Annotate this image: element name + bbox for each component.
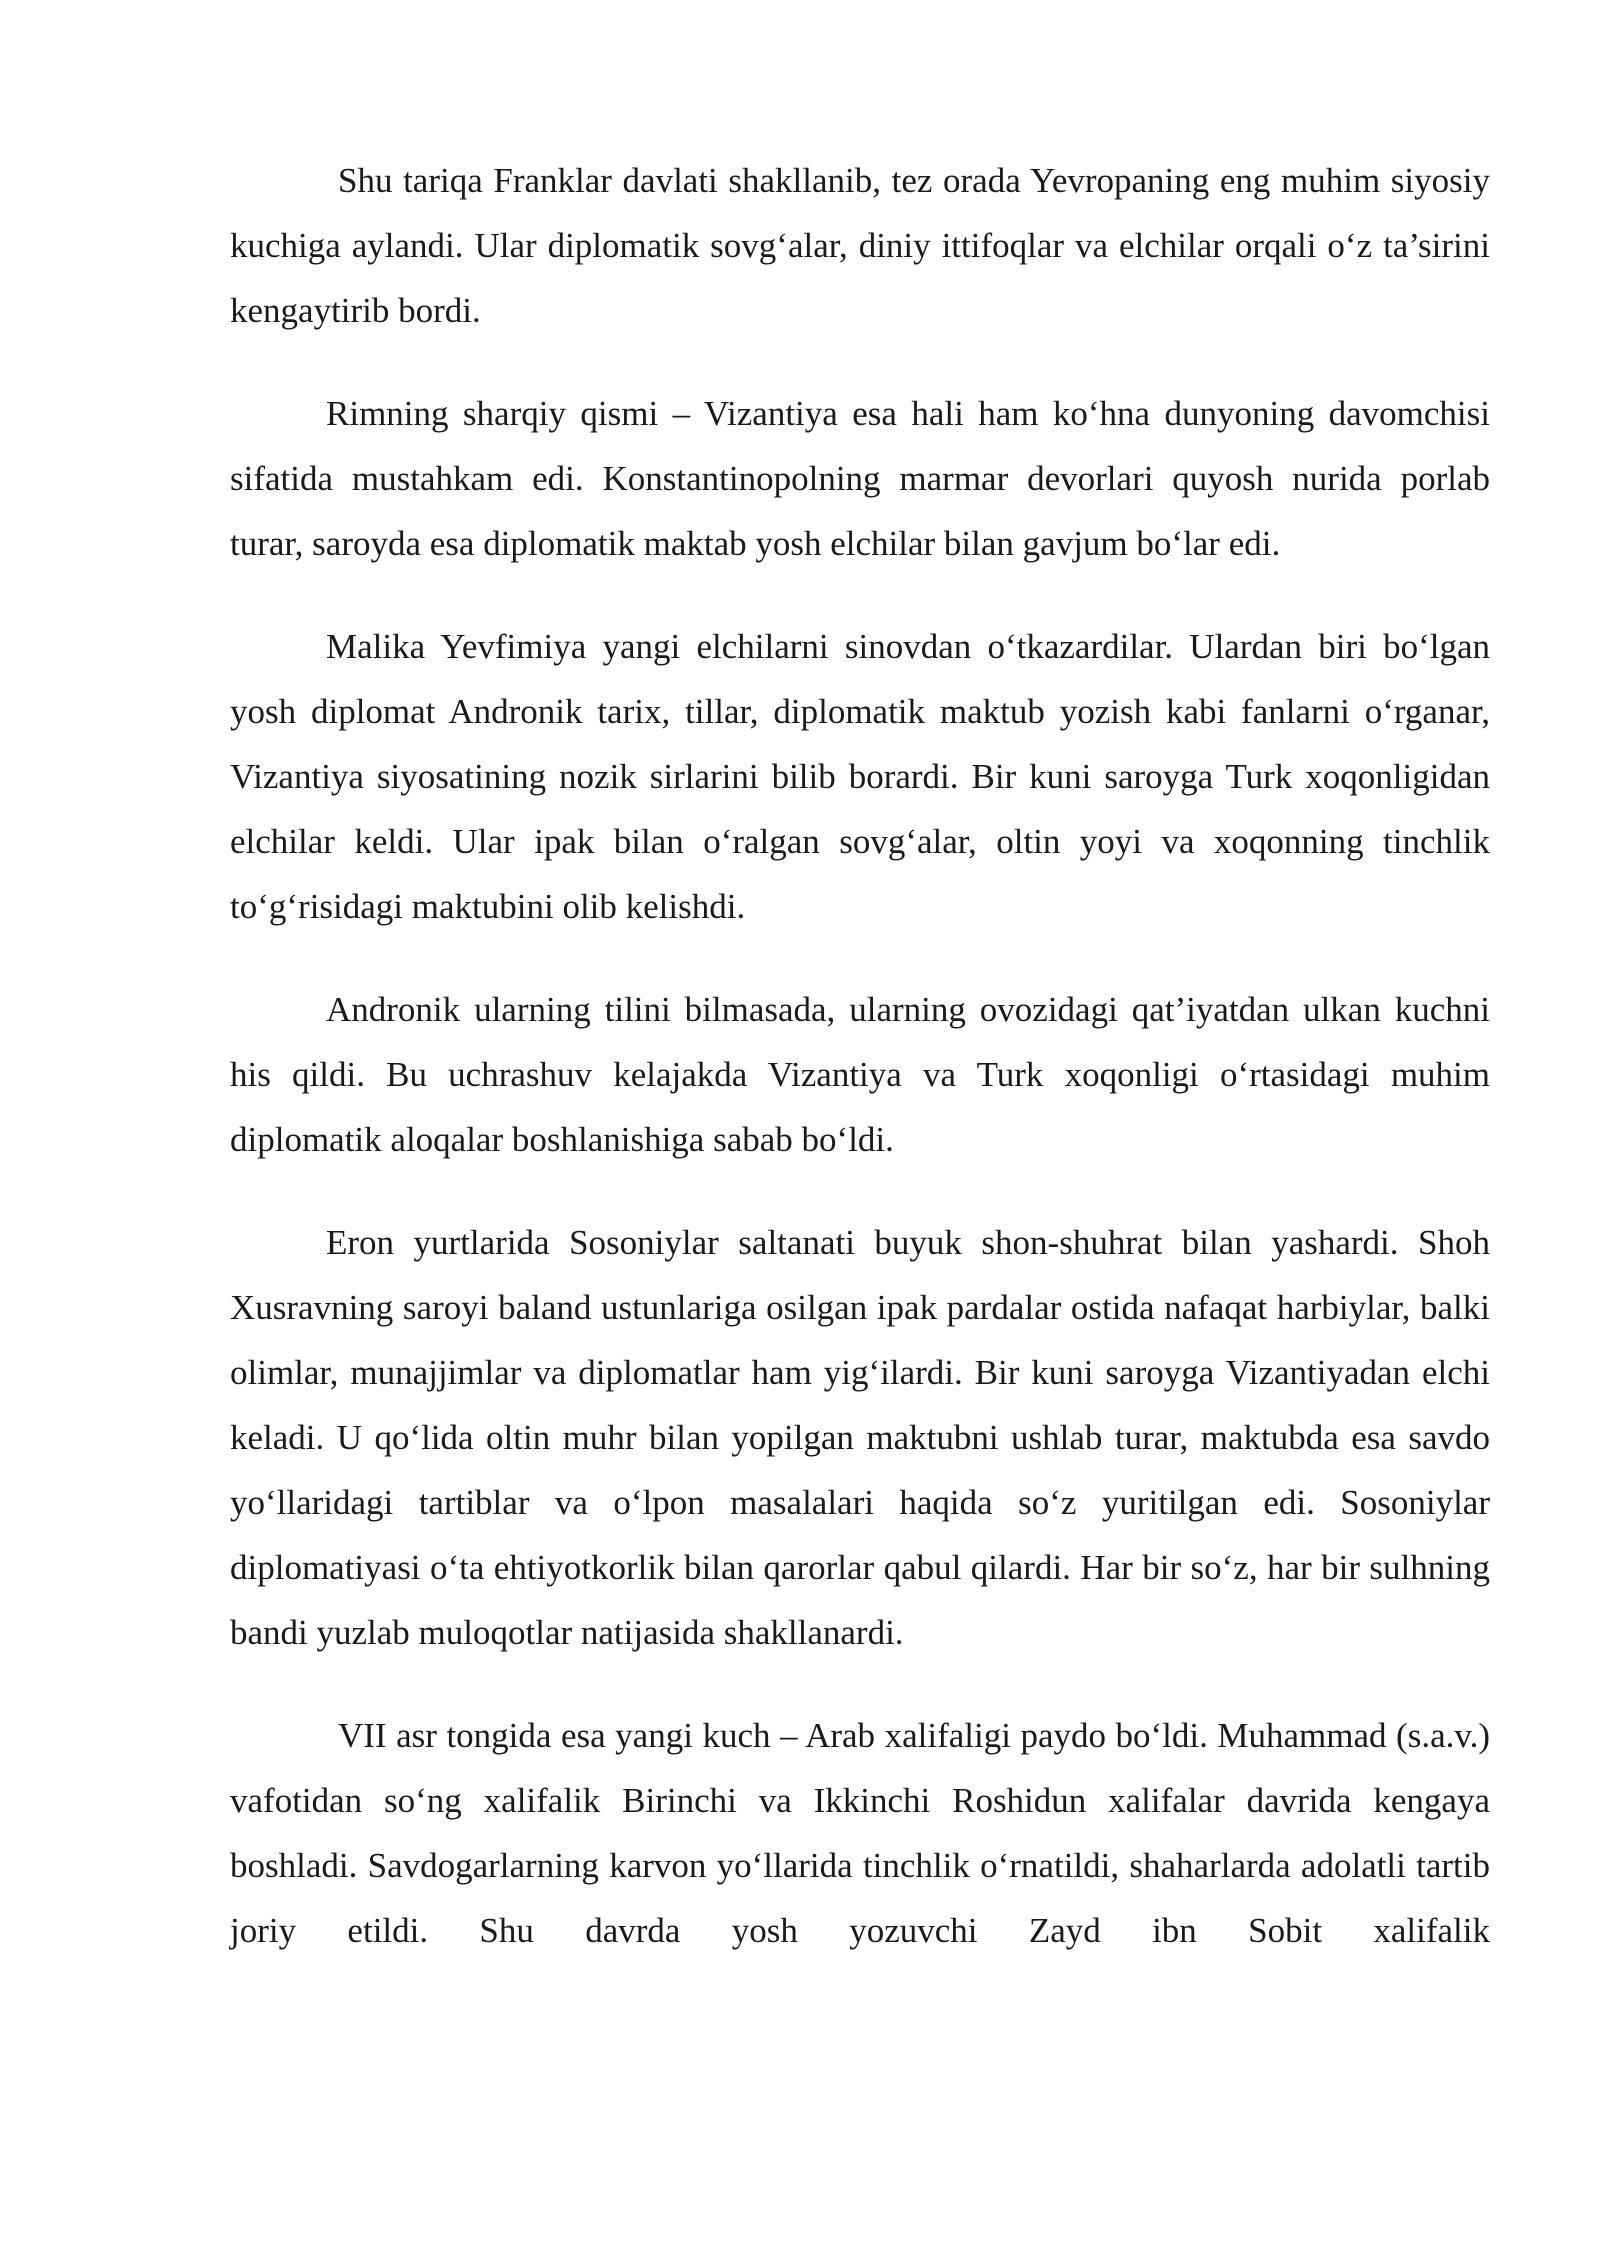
paragraph-franks: Shu tariqa Franklar davlati shakllanib, tez orada Yevropaning eng muhim siyosiy kuchiga aylandi. Ular diplomatik sovg‘alar, diniy ittifoqlar va elchilar orqali o‘z ta’sirini kengaytirib bordi. [230,161,1490,330]
paragraph-byzantium: Rimning sharqiy qismi – Vizantiya esa hali ham ko‘hna dunyoning davomchisi sifatida mustahkam edi. Konstantinopolning marmar devorlari quyosh nurida porlab turar, saroyda esa diplomatik maktab yosh elchilar bilan gavjum bo‘lar edi. [230,394,1490,563]
document-body [230,148,1490,2001]
paragraph-andronik-training: Malika Yevfimiya yangi elchilarni sinovdan o‘tkazardilar. Ulardan biri bo‘lgan yosh diplomat Andronik tarix, tillar, diplomatik maktub yozish kabi fanlarni o‘rganar, Vizantiya siyosatining nozik sirlarini bilib borardi. Bir kuni saroyga Turk xoqonligidan elchilar keldi. Ular ipak bilan o‘ralgan sovg‘alar, oltin yoyi va xoqonning tinchlik to‘g‘risidagi maktubini olib kelishdi. [230,627,1490,926]
paragraph-sasanians: Eron yurtlarida Sosoniylar saltanati buyuk shon-shuhrat bilan yashardi. Shoh Xusravning saroyi baland ustunlariga osilgan ipak pardalar ostida nafaqat harbiylar, balki olimlar, munajjimlar va diplomatlar ham yig‘ilardi. Bir kuni saroyga Vizantiyadan elchi keladi. U qo‘lida oltin muhr bilan yopilgan maktubni ushlab turar, maktubda esa savdo yo‘llaridagi tartiblar va o‘lpon masalalari haqida so‘z yuritilgan edi. Sosoniylar diplomatiyasi o‘ta ehtiyotkorlik bilan qarorlar qabul qilardi. Har bir so‘z, har bir sulhning bandi yuzlab muloqotlar natijasida shakllanardi. [230,1223,1490,1652]
paragraph-andronik-meeting: Andronik ularning tilini bilmasada, ularning ovozidagi qat’iyatdan ulkan kuchni his qildi. Bu uchrashuv kelajakda Vizantiya va Turk xoqonligi o‘rtasidagi muhim diplomatik aloqalar boshlanishiga sabab bo‘ldi. [230,990,1490,1159]
paragraph-arab-caliphate: VII asr tongida esa yangi kuch – Arab xalifaligi paydo bo‘ldi. Muhammad (s.a.v.) vafotidan so‘ng xalifalik Birinchi va Ikkinchi Roshidun xalifalar davrida kengaya boshladi. Savdogarlarning karvon yo‘llarida tinchlik o‘rnatildi, shaharlarda adolatli tartib joriy etildi. Shu davrda yosh yozuvchi Zayd ibn Sobit xalifalik [230,1716,1490,1950]
